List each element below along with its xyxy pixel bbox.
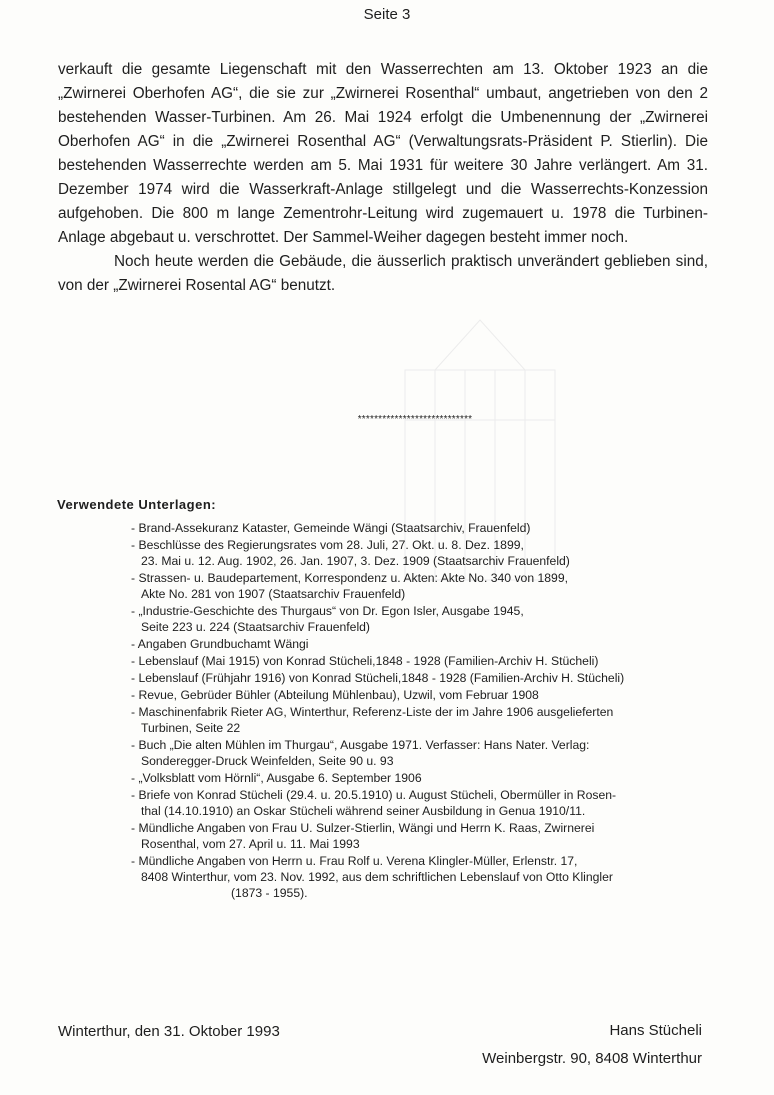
reference-item [131,770,716,786]
reference-item [131,537,716,569]
reference-item [131,737,716,769]
reference-item [131,687,716,703]
reference-line: Rosenthal, vom 27. April u. 11. Mai 1993 [141,837,360,851]
reference-item [131,653,716,669]
reference-item [131,670,716,686]
asterisk-divider: **************************** [357,414,473,425]
reference-line: Akte No. 281 von 1907 (Staatsarchiv Frauenfeld) [141,587,406,601]
reference-line: - Revue, Gebrüder Bühler (Abteilung Mühlenbau), Uzwil, vom Februar 1908 [131,688,539,702]
reference-line: - Brand-Assekuranz Kataster, Gemeinde Wängi (Staatsarchiv, Frauenfeld) [131,521,531,535]
reference-item [131,520,716,536]
paragraph-1: verkauft die gesamte Liegenschaft mit den Wasserrechten am 13. Oktober 1923 an die „Zwirnerei Oberhofen AG“, die sie zur „Zwirnerei Rosenthal“ umbaut, angetrieben von den 2 bestehenden Wasser-Turbinen. Am 26. Mai 1924 erfolgt die Umbenennung der „Zwirnerei Oberhofen AG“ in die „Zwirnerei Rosenthal AG“ (Verwaltungsrats-Präsident P. Stierlin). Die bestehenden Wasserrechte werden am 5. Mai 1931 für weitere 30 Jahre verlängert. Am 31. Dezember 1974 wird die Wasserkraft-Anlage stillgelegt und die Wasserrechts-Konzession aufgehoben. Die 800 m lange Zementrohr-Leitung wird zugemauert u. 1978 die Turbinen-Anlage abgebaut u. verschrottet. Der Sammel-Weiher dagegen besteht immer noch. [58,61,708,246]
reference-line: - Briefe von Konrad Stücheli (29.4. u. 20.5.1910) u. August Stücheli, Obermüller in Rosen- [131,788,617,802]
reference-item [131,853,716,901]
reference-line: 8408 Winterthur, vom 23. Nov. 1992, aus dem schriftlichen Lebenslauf von Otto Klingler [141,870,613,884]
reference-line: thal (14.10.1910) an Oskar Stücheli während seiner Ausbildung in Genua 1910/11. [141,804,586,818]
references-heading: Verwendete Unterlagen: [57,497,217,512]
reference-line: - Strassen- u. Baudepartement, Korrespondenz u. Akten: Akte No. 340 von 1899, [131,571,568,585]
reference-line: - Lebenslauf (Frühjahr 1916) von Konrad Stücheli,1848 - 1928 (Familien-Archiv H. Stücheli) [131,671,625,685]
reference-line: - Lebenslauf (Mai 1915) von Konrad Stücheli,1848 - 1928 (Familien-Archiv H. Stücheli) [131,654,599,668]
reference-line: - „Volksblatt vom Hörnli“, Ausgabe 6. September 1906 [131,771,422,785]
reference-line: (1873 - 1955). [231,886,308,900]
reference-item [131,636,716,652]
reference-line: - Buch „Die alten Mühlen im Thurgau“, Ausgabe 1971. Verfasser: Hans Nater. Verlag: [131,738,590,752]
reference-item [131,704,716,736]
reference-line: - „Industrie-Geschichte des Thurgaus“ von Dr. Egon Isler, Ausgabe 1945, [131,604,524,618]
reference-item [131,603,716,635]
reference-item [131,820,716,852]
author-name: Hans Stücheli [609,1022,702,1039]
reference-line: 23. Mai u. 12. Aug. 1902, 26. Jan. 1907, 3. Dez. 1909 (Staatsarchiv Frauenfeld) [141,554,570,568]
reference-item [131,787,716,819]
paragraph-2: Noch heute werden die Gebäude, die äusserlich praktisch unverändert geblieben sind, von der „Zwirnerei Rosental AG“ benutzt. [58,253,708,294]
reference-item [131,570,716,602]
reference-line: - Maschinenfabrik Rieter AG, Winterthur, Referenz-Liste der im Jahre 1906 ausgelieferten [131,705,614,719]
page-number: Seite 3 [363,6,411,23]
body-text [58,58,708,298]
reference-line: Sonderegger-Druck Weinfelden, Seite 90 u. 93 [141,754,394,768]
reference-line: - Angaben Grundbuchamt Wängi [131,637,309,651]
reference-line: Turbinen, Seite 22 [141,721,241,735]
signature-block [482,1017,702,1073]
reference-line: - Mündliche Angaben von Frau U. Sulzer-Stierlin, Wängi und Herrn K. Raas, Zwirnerei [131,821,595,835]
author-address: Weinbergstr. 90, 8408 Winterthur [482,1050,702,1067]
references-list [131,520,716,902]
reference-line: - Beschlüsse des Regierungsrates vom 28. Juli, 27. Okt. u. 8. Dez. 1899, [131,538,524,552]
reference-line: Seite 223 u. 224 (Staatsarchiv Frauenfeld) [141,620,370,634]
reference-line: - Mündliche Angaben von Herrn u. Frau Rolf u. Verena Klingler-Müller, Erlenstr. 17, [131,854,578,868]
place-date: Winterthur, den 31. Oktober 1993 [58,1023,280,1040]
